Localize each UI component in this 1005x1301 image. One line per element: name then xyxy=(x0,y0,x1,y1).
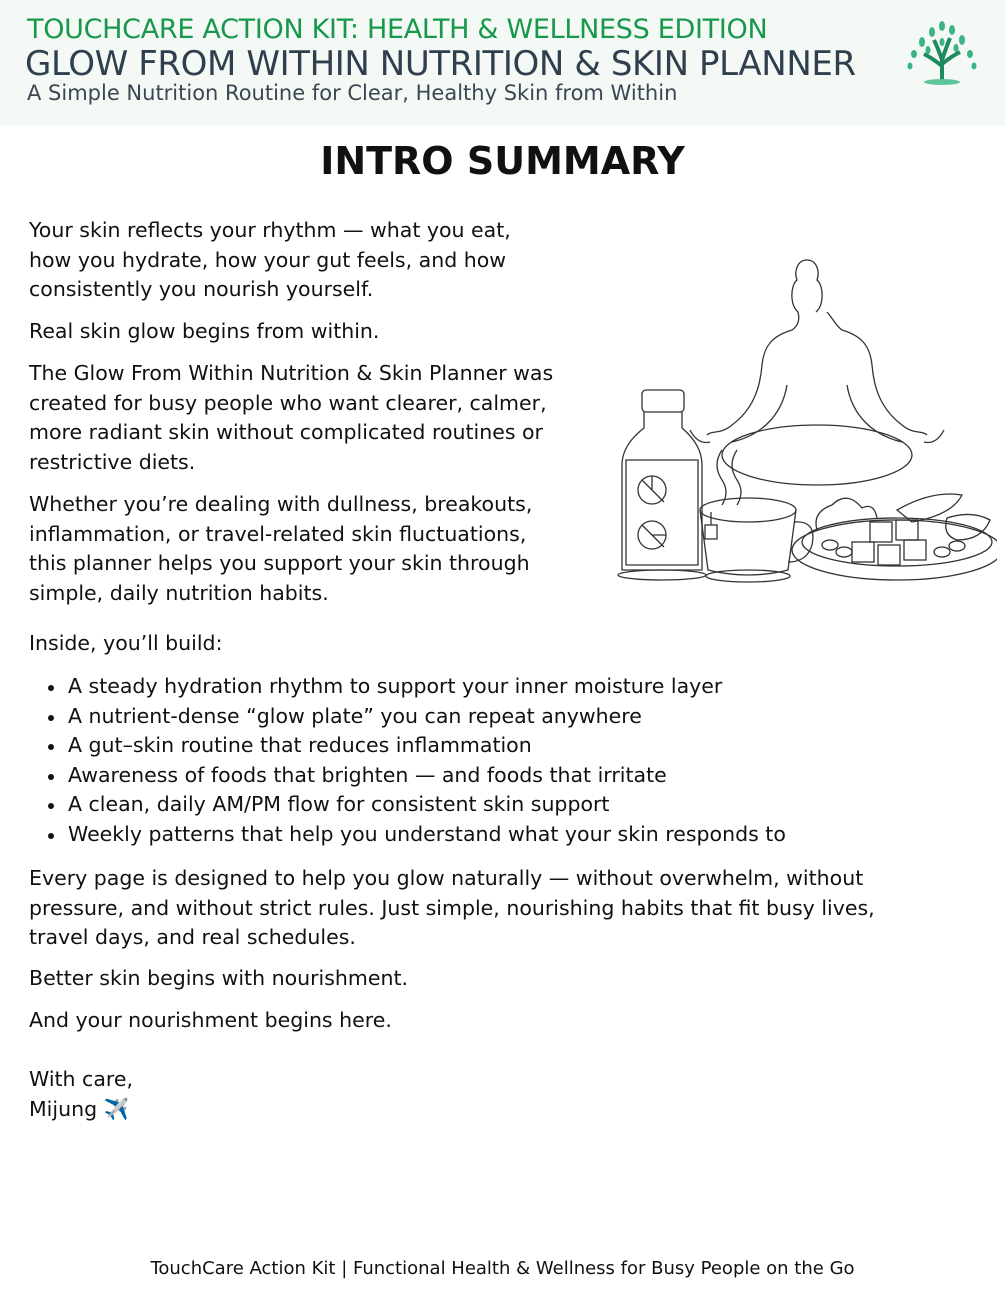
author-name: Mijung xyxy=(29,1096,98,1121)
closing-paragraph-1 xyxy=(29,864,875,953)
text-line: Your skin reflects your rhythm — what you eat, xyxy=(29,218,511,242)
inside-label: Inside, you’ll build: xyxy=(29,631,223,655)
closing-paragraph-2: Better skin begins with nourishment. xyxy=(29,966,409,990)
signoff xyxy=(29,1065,133,1124)
list-item: A clean, daily AM/PM flow for consistent skin support xyxy=(48,790,786,820)
intro-paragraph-2 xyxy=(29,317,379,347)
text-line: restrictive diets. xyxy=(29,449,196,474)
list-item: A steady hydration rhythm to support your inner moisture layer xyxy=(48,672,786,702)
text-line: simple, daily nutrition habits. xyxy=(29,580,329,605)
planner-title: GLOW FROM WITHIN NUTRITION & SKIN PLANNER xyxy=(25,44,856,84)
page-title: INTRO SUMMARY xyxy=(320,139,685,183)
benefits-list xyxy=(48,672,786,849)
closing-paragraph-3: And your nourishment begins here. xyxy=(29,1008,392,1032)
page-footer: TouchCare Action Kit | Functional Health & Wellness for Busy People on the Go xyxy=(150,1258,855,1279)
text-line: consistently you nourish yourself. xyxy=(29,277,374,301)
text-line: inflammation, or travel-related skin fluctuations, xyxy=(29,521,527,546)
intro-paragraph-1 xyxy=(29,216,511,305)
text-line: pressure, and without strict rules. Just simple, nourishing habits that fit busy lives, xyxy=(29,895,875,920)
header-banner xyxy=(0,0,1005,126)
text-line: created for busy people who want clearer, calmer, xyxy=(29,390,547,415)
list-item: A gut–skin routine that reduces inflammation xyxy=(48,731,786,761)
text-line: Real skin glow begins from within. xyxy=(29,319,380,343)
airplane-icon: ✈️ xyxy=(103,1096,130,1121)
text-line: travel days, and real schedules. xyxy=(29,925,356,949)
text-line: The Glow From Within Nutrition & Skin Planner was xyxy=(29,361,554,385)
signature-line xyxy=(29,1095,133,1125)
planner-subtitle: A Simple Nutrition Routine for Clear, Healthy Skin from Within xyxy=(27,81,678,105)
kit-label: TOUCHCARE ACTION KIT: HEALTH & WELLNESS EDITION xyxy=(27,14,768,45)
text-line: Whether you’re dealing with dullness, breakouts, xyxy=(29,492,533,516)
intro-paragraph-3 xyxy=(29,359,553,477)
text-line: more radiant skin without complicated routines or xyxy=(29,420,543,444)
text-line: how you hydrate, how your gut feels, and how xyxy=(29,247,507,272)
intro-paragraph-4 xyxy=(29,490,532,608)
list-item: Weekly patterns that help you understand what your skin responds to xyxy=(48,820,786,850)
text-line: this planner helps you support your skin through xyxy=(29,551,530,575)
list-item: Awareness of foods that brighten — and foods that irritate xyxy=(48,761,786,791)
list-item: A nutrient-dense “glow plate” you can repeat anywhere xyxy=(48,702,786,732)
text-line: Every page is designed to help you glow naturally — without overwhelm, without xyxy=(29,866,864,890)
tree-logo-icon xyxy=(902,18,982,86)
signoff-line: With care, xyxy=(29,1067,134,1091)
meditation-nutrition-illustration xyxy=(612,250,997,585)
